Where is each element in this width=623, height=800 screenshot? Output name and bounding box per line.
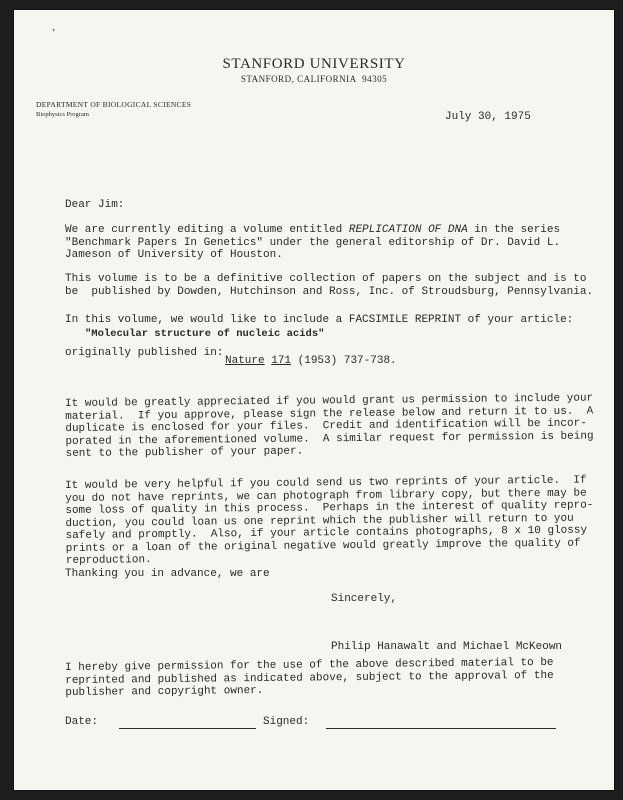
paragraph-line: sent to the publisher of your paper.: [65, 445, 304, 460]
university-address: [14, 74, 614, 84]
paragraph-permission: [65, 392, 594, 460]
citation-rest: (1953) 737-738.: [291, 355, 397, 367]
paragraph-line: you do not have reprints, we can photograph from library copy, but there may be: [65, 487, 587, 505]
citation: [225, 355, 397, 368]
address-zip: 94305: [362, 74, 388, 84]
release-statement: [65, 657, 554, 700]
thanks-line: Thanking you in advance, we are: [65, 568, 270, 580]
paragraph-line: reprinted and published as indicated above, subject to the approval of the: [65, 669, 554, 687]
date-label: Date:: [65, 716, 99, 728]
paragraph-volume: [65, 273, 593, 298]
article-title: "Molecular structure of nucleic acids": [85, 328, 325, 340]
paragraph-intro: [65, 224, 560, 262]
paragraph-line: This volume is to be a definitive collection of papers on the subject and is to: [65, 273, 587, 285]
paragraph-line: be published by Dowden, Hutchinson and Ross, Inc. of Stroudsburg, Pennsylvania.: [65, 285, 594, 298]
paragraph-reprints: [65, 474, 594, 567]
paragraph-line: porated in the aforementioned volume. A similar request for permission is being: [65, 429, 594, 448]
paragraph-line: material. If you approve, please sign the release below and return it to us. A: [65, 404, 594, 423]
program-name: Biophysics Program: [36, 111, 89, 118]
department-name: DEPARTMENT OF BIOLOGICAL SCIENCES: [36, 100, 192, 109]
signed-label: Signed:: [263, 716, 310, 728]
date-field: [65, 716, 256, 729]
text-span: We are currently editing a volume entitled: [65, 224, 349, 236]
paragraph-line: It would be very helpful if you could send us two reprints of your article. If: [65, 474, 587, 492]
paragraph-line: I hereby give permission for the use of the above described material to be: [65, 656, 554, 674]
signers: Philip Hanawalt and Michael McKeown: [331, 641, 563, 653]
paragraph-line: reproduction.: [65, 554, 152, 567]
paragraph-line: safely and promptly. Also, if your article contains photographs, 8 x 10 glossy: [65, 524, 588, 542]
paragraph-line: Jameson of University of Houston.: [65, 249, 283, 261]
signed-field: [263, 716, 556, 729]
address-city: STANFORD, CALIFORNIA: [240, 74, 357, 84]
salutation: Dear Jim:: [65, 199, 125, 211]
pencil-mark: ʼ: [52, 28, 56, 39]
published-label: originally published in:: [65, 347, 224, 359]
paragraph-line: [65, 224, 560, 237]
paragraph-request: In this volume, we would like to include a FACSIMILE REPRINT of your article:: [65, 314, 574, 326]
paragraph-line: some loss of quality in this process. Perhaps in the interest of quality repro-: [65, 499, 594, 517]
journal-volume: 171: [271, 355, 292, 367]
date-blank[interactable]: [119, 718, 256, 729]
paragraph-line: publisher and copyright owner.: [65, 684, 264, 699]
volume-title: REPLICATION OF DNA: [348, 224, 468, 236]
paragraph-line: duction, you could loan us one reprint which the publisher will return to you: [65, 512, 574, 530]
letter-page: [14, 10, 614, 790]
paragraph-line: "Benchmark Papers In Genetics" under the general editorship of Dr. David L.: [65, 236, 561, 249]
closing: Sincerely,: [331, 593, 398, 605]
paragraph-line: It would be greatly appreciated if you would grant us permission to include your: [65, 392, 594, 410]
letter-date: July 30, 1975: [445, 111, 531, 123]
signature-blank[interactable]: [326, 718, 556, 729]
university-name: STANFORD UNIVERSITY: [222, 56, 406, 72]
journal-name: Nature: [225, 355, 265, 367]
text-span: in the series: [467, 224, 561, 236]
paragraph-line: prints or a loan of the original negative would greatly improve the quality of: [65, 537, 581, 555]
paragraph-line: duplicate is enclosed for your files. Credit and identification will be incor-: [65, 417, 587, 435]
